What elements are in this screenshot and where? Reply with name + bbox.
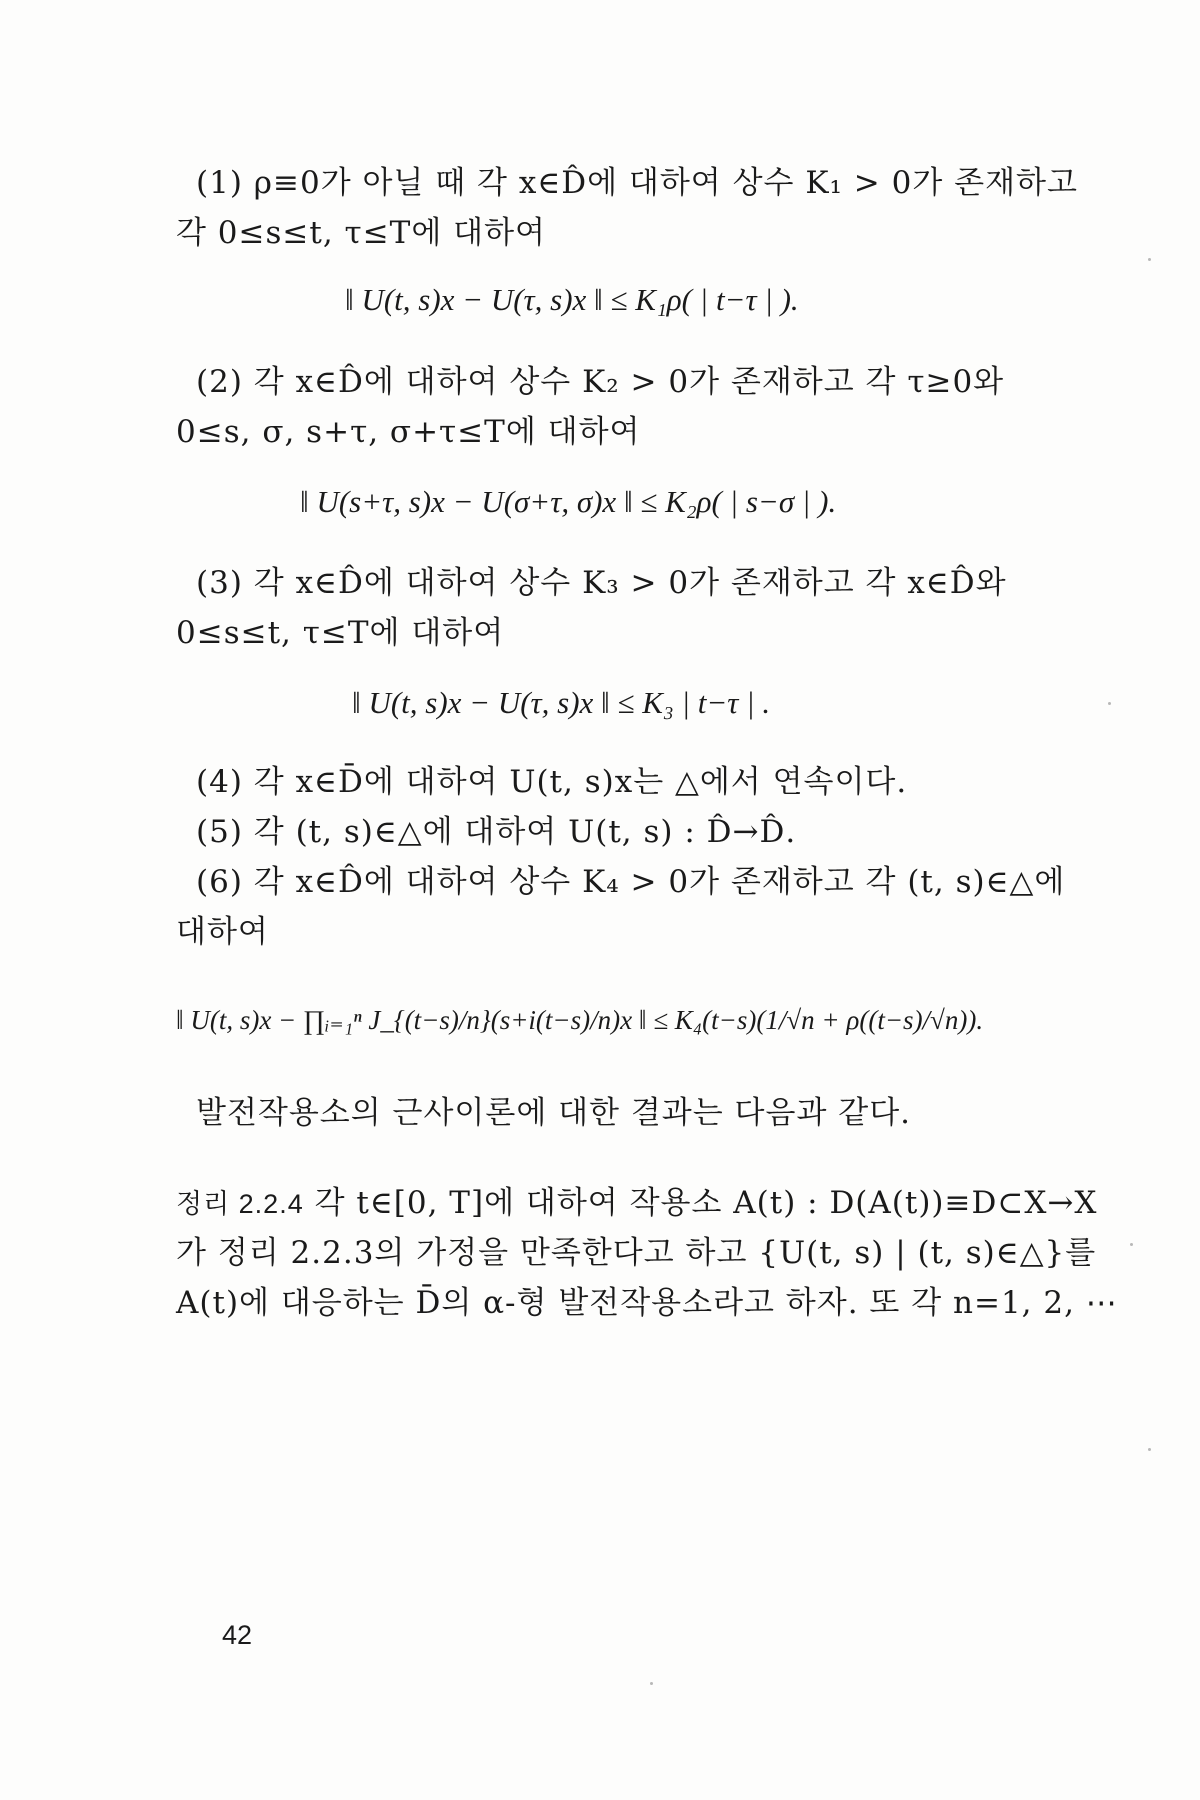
item2-line1: (2) 각 x∈D̂에 대하여 상수 K₂ > 0가 존재하고 각 τ≥0와 [196,364,1005,400]
item6-equation: ‖ U(t, s)x − ∏ᵢ₌₁ⁿ J_{(t−s)/n}(s+i(t−s)/n)x ‖ ≤ K₄(t−s)(1/√n + ρ((t−s)/√n)). [176,1005,984,1035]
item2-equation: ‖ U(s+τ, s)x − U(σ+τ, σ)x ‖ ≤ K₂ρ( | s−σ | ). [300,484,837,519]
item6-line2: 대하여 [176,914,269,950]
item3-line2: 0≤s≤t, τ≤T에 대하여 [176,615,505,651]
scan-speck [650,1682,653,1685]
item4-line1: (4) 각 x∈D̄에 대하여 U(t, s)x는 △에서 연속이다. [196,764,908,800]
theorem-line2: 가 정리 2.2.3의 가정을 만족한다고 하고 {U(t, s) | (t, s)∈△}를 [176,1235,1097,1271]
scan-speck [1108,702,1111,705]
scan-speck [1148,1448,1151,1451]
transition-sentence: 발전작용소의 근사이론에 대한 결과는 다음과 같다. [196,1095,911,1131]
scan-speck [1130,1243,1133,1246]
item1-equation: ‖ U(t, s)x − U(τ, s)x ‖ ≤ K₁ρ( | t−τ | ). [345,282,799,317]
theorem-label: 정리 2.2.4 [176,1189,304,1219]
page-number: 42 [222,1620,253,1650]
item3-equation: ‖ U(t, s)x − U(τ, s)x ‖ ≤ K₃ | t−τ | . [352,685,771,720]
scan-speck [1148,258,1151,261]
item3-line1: (3) 각 x∈D̂에 대하여 상수 K₃ > 0가 존재하고 각 x∈D̂와 [196,565,1007,601]
item5-line1: (5) 각 (t, s)∈△에 대하여 U(t, s) : D̂→D̂. [196,814,797,850]
item2-line2: 0≤s, σ, s+τ, σ+τ≤T에 대하여 [176,414,641,450]
item1-line2: 각 0≤s≤t, τ≤T에 대하여 [176,215,546,251]
item6-line1: (6) 각 x∈D̂에 대하여 상수 K₄ > 0가 존재하고 각 (t, s)∈△에 [196,864,1066,900]
theorem-line1-text: 각 t∈[0, T]에 대하여 작용소 A(t) : D(A(t))≡D⊂X→X [314,1185,1098,1221]
theorem-line3: A(t)에 대응하는 D̄의 α-형 발전작용소라고 하자. 또 각 n=1, 2, ⋯ [176,1285,1118,1321]
theorem-line1 [176,1183,1097,1224]
item1-line1: (1) ρ≡0가 아닐 때 각 x∈D̂에 대하여 상수 K₁ > 0가 존재하고 [196,165,1078,201]
